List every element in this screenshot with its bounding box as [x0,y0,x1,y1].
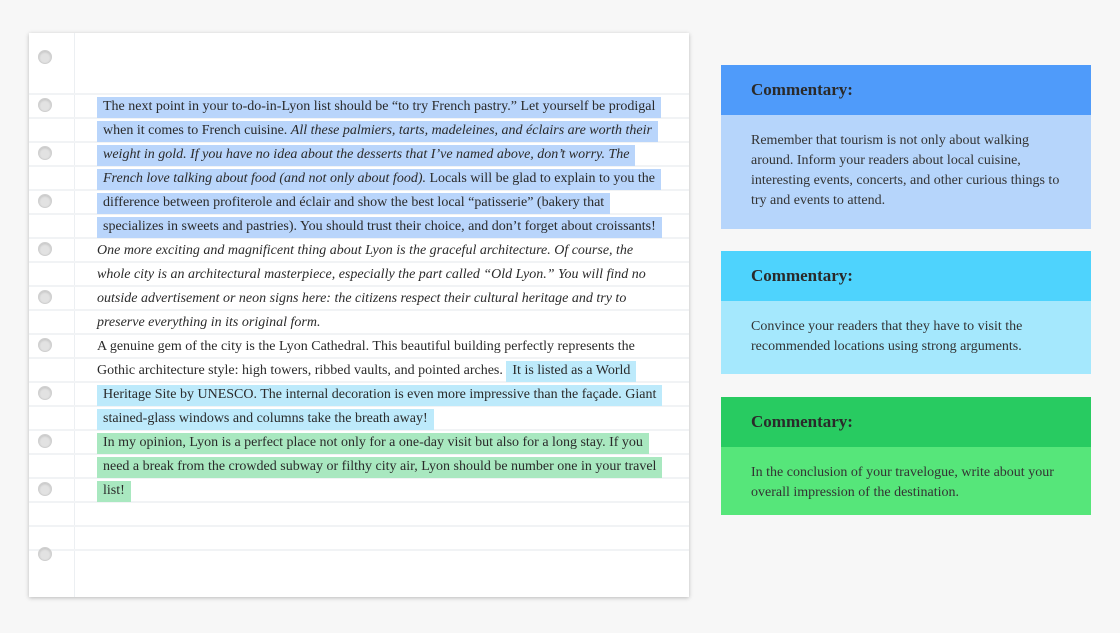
binder-hole-icon [38,434,52,448]
cuisine-text-italic: All these palmiers, tarts, madeleines, and éclairs are worth their weight in gold. If you have no idea about the desserts that I’ve named above, don’t worry. The French love talking about food (and not only about food). [103,123,652,186]
binder-hole-icon [38,194,52,208]
commentary-title: Commentary: [721,397,1091,447]
ruled-line [29,525,689,527]
ruled-line [29,549,689,551]
binder-hole-icon [38,146,52,160]
commentary-text: In the conclusion of your travelogue, write about your overall impression of the destination. [721,447,1091,515]
paragraph-conclusion [97,431,667,503]
highlight-cathedral: It is listed as a World Heritage Site by UNESCO. The internal decoration is even more impressive than the façade. Giant stained-glass windows and columns take the breath away! [97,361,662,430]
cuisine-text-locals: Locals will be glad to explain to you the difference between profiterole and éclair and show the best local “patisserie” (bakery that specializes in sweets and pastries). You should trust their choice, and don’t forget about croissants! [103,171,656,234]
travelogue-text [97,95,667,503]
paragraph-cuisine [97,95,667,239]
notebook-paper [29,33,689,597]
commentary-card-arguments [721,251,1091,374]
commentary-text: Remember that tourism is not only about walking around. Inform your readers about local cuisine, interesting events, concerts, and other curious things to try and events to attend. [721,115,1091,229]
paragraph-architecture [97,239,667,335]
cathedral-text-intro: A genuine gem of the city is the Lyon Cathedral. This beautiful building perfectly represents the Gothic architecture style: high towers, ribbed vaults, and pointed arches. [97,339,635,378]
binder-hole-icon [38,482,52,496]
commentary-card-cuisine [721,65,1091,229]
cuisine-text-intro: The next point in your to-do-in-Lyon list should be “to try French pastry.” Let yourself be prodigal when it comes to French cuisine. [103,99,656,138]
binder-hole-icon [38,338,52,352]
binder-hole-icon [38,98,52,112]
binder-hole-icon [38,547,52,561]
commentary-card-conclusion [721,397,1091,515]
binder-hole-icon [38,290,52,304]
binder-hole-icon [38,386,52,400]
highlight-conclusion: In my opinion, Lyon is a perfect place not only for a one-day visit but also for a long stay. If you need a break from the crowded subway or filthy city air, Lyon should be number one in your travel list! [97,433,662,502]
binder-hole-icon [38,50,52,64]
binder-hole-icon [38,242,52,256]
paragraph-cathedral [97,335,667,431]
commentary-title: Commentary: [721,65,1091,115]
commentary-text: Convince your readers that they have to visit the recommended locations using strong arguments. [721,301,1091,374]
highlight-cuisine [97,97,662,238]
architecture-text: One more exciting and magnificent thing about Lyon is the graceful architecture. Of course, the whole city is an architectural masterpiece, especially the part called “Old Lyon.” You will find no outside advertisement or neon signs here: the citizens respect their cultural heritage and try to preserve everything in its original form. [97,243,646,330]
commentary-title: Commentary: [721,251,1091,301]
